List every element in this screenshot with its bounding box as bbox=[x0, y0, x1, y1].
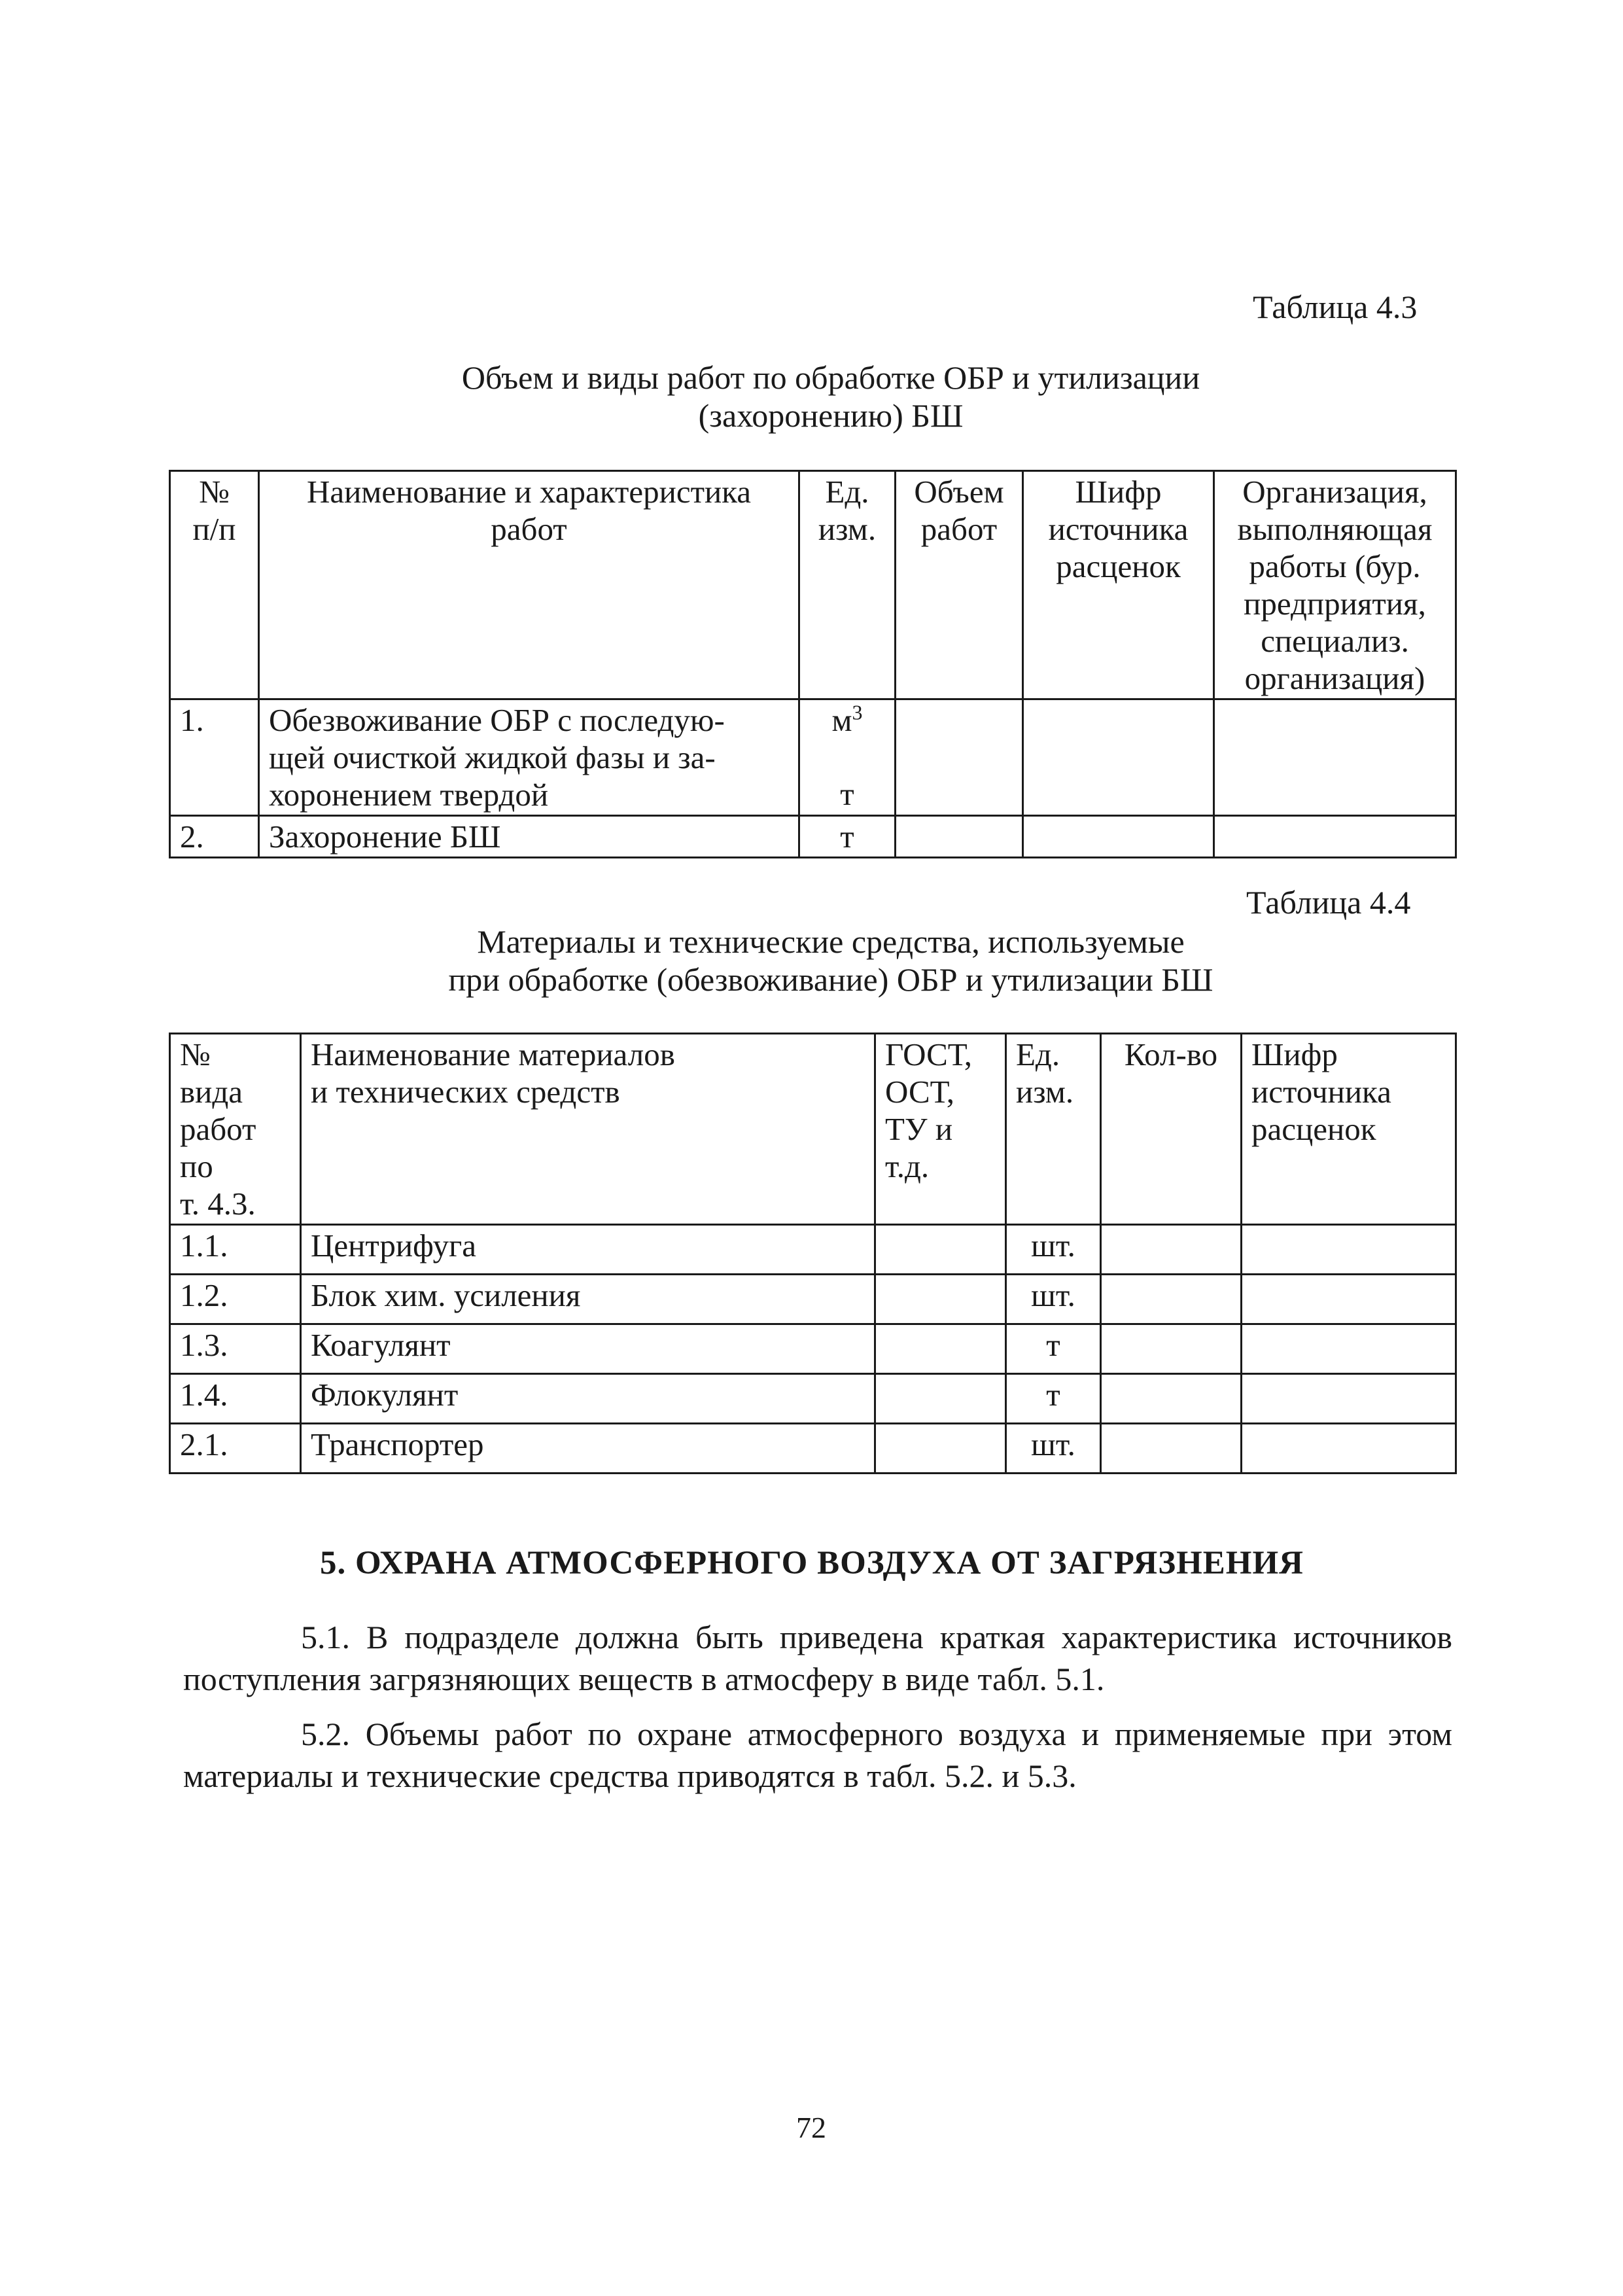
header-quantity: Кол-во bbox=[1101, 1034, 1242, 1225]
table-4-3-header-row bbox=[170, 471, 1456, 699]
table-row bbox=[170, 816, 1456, 858]
row-code bbox=[1242, 1275, 1456, 1324]
row-unit: шт. bbox=[1006, 1225, 1101, 1275]
row-num: 1.1. bbox=[170, 1225, 301, 1275]
row-unit: т bbox=[1006, 1374, 1101, 1424]
header-organization: Организация, выполняющая работы (бур. предприятия, специализ. организация) bbox=[1214, 471, 1456, 699]
row-unit: шт. bbox=[1006, 1275, 1101, 1324]
header-standard: ГОСТ, ОСТ, ТУ и т.д. bbox=[875, 1034, 1006, 1225]
table-row bbox=[170, 699, 1456, 816]
header-work-name: Наименование и характеристика работ bbox=[259, 471, 799, 699]
table-4-3-caption-line1: Объем и виды работ по обработке ОБР и утилизации bbox=[461, 359, 1200, 396]
row-standard bbox=[875, 1275, 1006, 1324]
row-num: 1. bbox=[170, 699, 259, 816]
row-org bbox=[1214, 699, 1456, 816]
section-5-heading: 5. ОХРАНА АТМОСФЕРНОГО ВОЗДУХА ОТ ЗАГРЯЗНЕНИЯ bbox=[320, 1545, 1304, 1581]
table-4-4-caption-line1: Материалы и технические средства, используемые bbox=[477, 923, 1185, 960]
row-name: Коагулянт bbox=[301, 1324, 875, 1374]
row-num: 1.4. bbox=[170, 1374, 301, 1424]
section-5-paragraph-1: 5.1. В подразделе должна быть приведена краткая характеристика источников поступления загрязняющих веществ в атмосферу в виде табл. 5.1. bbox=[183, 1619, 1452, 1697]
row-unit bbox=[799, 699, 896, 816]
header-num: № п/п bbox=[170, 471, 259, 699]
page-number: 72 bbox=[796, 2111, 826, 2144]
row-unit: т bbox=[799, 816, 896, 858]
header-work-type-num: № вида работ по т. 4.3. bbox=[170, 1034, 301, 1225]
section-5-paragraph-2: 5.2. Объемы работ по охране атмосферного воздуха и применяемые при этом материалы и технические средства приводятся в табл. 5.2. и 5.3. bbox=[183, 1716, 1452, 1794]
row-standard bbox=[875, 1374, 1006, 1424]
header-rate-code: Шифр источника расценок bbox=[1242, 1034, 1456, 1225]
row-num: 2.1. bbox=[170, 1424, 301, 1474]
row-num: 1.3. bbox=[170, 1324, 301, 1374]
row-code bbox=[1242, 1424, 1456, 1474]
row-volume bbox=[896, 699, 1023, 816]
row-unit: т bbox=[1006, 1324, 1101, 1374]
row-code bbox=[1242, 1225, 1456, 1275]
row-code bbox=[1023, 816, 1214, 858]
row-name: Центрифуга bbox=[301, 1225, 875, 1275]
table-4-4-caption-line2: при обработке (обезвоживание) ОБР и утилизации БШ bbox=[448, 961, 1213, 998]
row-code bbox=[1023, 699, 1214, 816]
row-quantity bbox=[1101, 1225, 1242, 1275]
row-code bbox=[1242, 1324, 1456, 1374]
table-row bbox=[170, 1275, 1456, 1324]
header-unit: Ед. изм. bbox=[799, 471, 896, 699]
row-unit: шт. bbox=[1006, 1424, 1101, 1474]
row-name: Флокулянт bbox=[301, 1374, 875, 1424]
row-unit-bottom: т bbox=[840, 776, 854, 812]
header-volume: Объем работ bbox=[896, 471, 1023, 699]
row-standard bbox=[875, 1324, 1006, 1374]
row-unit-top: м bbox=[831, 702, 852, 738]
table-row bbox=[170, 1324, 1456, 1374]
row-quantity bbox=[1101, 1374, 1242, 1424]
table-row bbox=[170, 1374, 1456, 1424]
row-volume bbox=[896, 816, 1023, 858]
row-standard bbox=[875, 1424, 1006, 1474]
row-quantity bbox=[1101, 1275, 1242, 1324]
row-quantity bbox=[1101, 1424, 1242, 1474]
table-4-4 bbox=[169, 1033, 1457, 1474]
table-4-4-header-row bbox=[170, 1034, 1456, 1225]
table-4-3-caption bbox=[366, 359, 1295, 434]
row-name: Захоронение БШ bbox=[259, 816, 799, 858]
row-name: Блок хим. усиления bbox=[301, 1275, 875, 1324]
table-4-3-label: Таблица 4.3 bbox=[1253, 289, 1418, 325]
row-standard bbox=[875, 1225, 1006, 1275]
row-org bbox=[1214, 816, 1456, 858]
table-4-4-caption bbox=[366, 923, 1295, 998]
table-4-3 bbox=[169, 470, 1457, 858]
header-unit: Ед. изм. bbox=[1006, 1034, 1101, 1225]
row-name: Транспортер bbox=[301, 1424, 875, 1474]
header-material-name: Наименование материалов и технических средств bbox=[301, 1034, 875, 1225]
header-rate-code: Шифр источника расценок bbox=[1023, 471, 1214, 699]
row-num: 2. bbox=[170, 816, 259, 858]
row-num: 1.2. bbox=[170, 1275, 301, 1324]
table-row bbox=[170, 1424, 1456, 1474]
row-unit-sup: 3 bbox=[852, 700, 863, 724]
row-quantity bbox=[1101, 1324, 1242, 1374]
table-row bbox=[170, 1225, 1456, 1275]
row-name: Обезвоживание ОБР с последую- щей очисткой жидкой фазы и за- хоронением твердой bbox=[259, 699, 799, 816]
table-4-3-caption-line2: (захоронению) БШ bbox=[698, 397, 964, 434]
row-code bbox=[1242, 1374, 1456, 1424]
table-4-4-label: Таблица 4.4 bbox=[1246, 884, 1411, 921]
